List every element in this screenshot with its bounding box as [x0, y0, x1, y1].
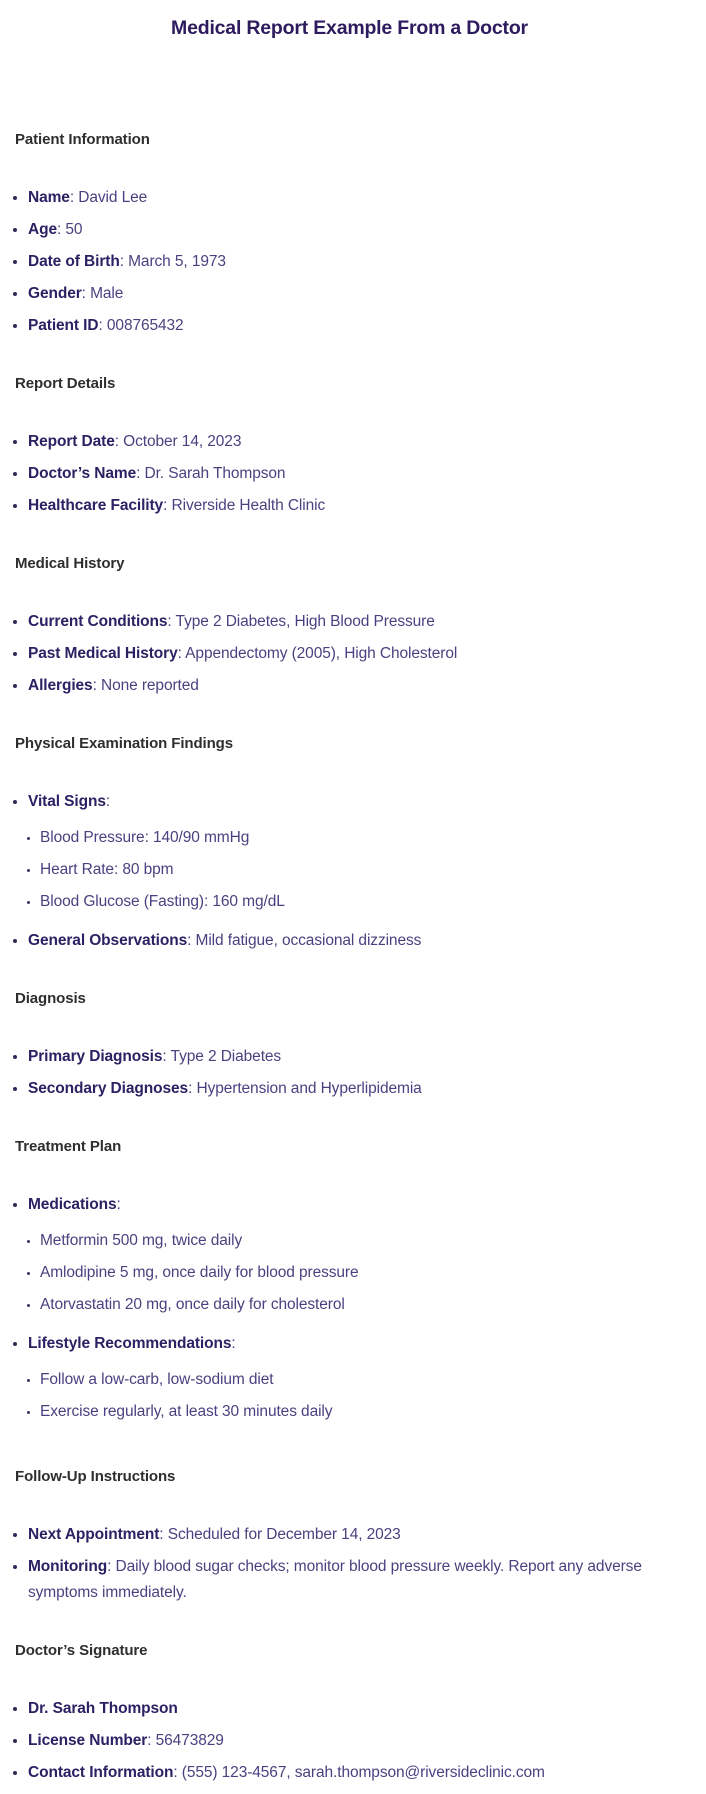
sub-item-text: Atorvastatin 20 mg, once daily for cholesterol	[40, 1296, 345, 1313]
item-text: : Hypertension and Hyperlipidemia	[188, 1080, 422, 1098]
list-item	[28, 182, 684, 214]
sub-list-item	[40, 1225, 684, 1257]
sub-list-item	[40, 1396, 684, 1428]
item-label: Vital Signs	[28, 793, 106, 811]
item-label: Primary Diagnosis	[28, 1048, 163, 1066]
item-text: :	[116, 1196, 121, 1214]
list-item	[28, 1189, 684, 1328]
item-label: Name	[28, 189, 70, 207]
report-section	[15, 734, 684, 957]
item-text: : Riverside Health Clinic	[163, 497, 326, 515]
section-heading: Report Details	[15, 375, 116, 392]
item-label: Monitoring	[28, 1558, 108, 1576]
item-label: General Observations	[28, 932, 188, 950]
list-item	[28, 1757, 684, 1789]
item-text: : 008765432	[98, 317, 184, 335]
report-sections	[15, 130, 684, 1789]
section-item-list	[15, 606, 684, 702]
item-label: Age	[28, 221, 57, 239]
sub-item-text: Blood Glucose (Fasting): 160 mg/dL	[40, 893, 285, 910]
section-heading: Diagnosis	[15, 990, 86, 1007]
report-section	[15, 374, 684, 522]
item-text: : Type 2 Diabetes	[162, 1048, 282, 1066]
item-text: :	[105, 793, 111, 811]
sub-item-text: Heart Rate: 80 bpm	[40, 861, 174, 878]
section-item-list	[15, 426, 684, 522]
report-section	[15, 989, 684, 1105]
list-item	[28, 310, 684, 342]
item-text: :	[231, 1335, 236, 1353]
item-text: : 50	[56, 221, 83, 239]
sub-list-item	[40, 822, 684, 854]
item-label: Dr. Sarah Thompson	[28, 1699, 178, 1717]
item-label: Past Medical History	[28, 645, 178, 663]
section-heading: Medical History	[15, 555, 125, 572]
item-text: : Scheduled for December 14, 2023	[159, 1526, 401, 1544]
list-item	[28, 1073, 684, 1105]
item-label: Current Conditions	[28, 613, 168, 631]
sub-item-text: Metformin 500 mg, twice daily	[40, 1232, 243, 1249]
item-text: : (555) 123-4567, sarah.thompson@riversideclinic.com	[173, 1763, 545, 1781]
report-section	[15, 130, 684, 342]
item-label: Report Date	[28, 433, 115, 451]
sub-list-item	[40, 854, 684, 886]
item-label: Patient ID	[28, 317, 99, 335]
sub-item-text: Blood Pressure: 140/90 mmHg	[40, 829, 250, 846]
item-label: Lifestyle Recommendations	[28, 1335, 232, 1353]
item-text: : 56473829	[147, 1731, 224, 1749]
item-label: Medications	[28, 1196, 117, 1214]
list-item	[28, 490, 684, 522]
section-item-list	[15, 1519, 684, 1609]
sub-list-item	[40, 886, 684, 918]
report-section	[15, 554, 684, 702]
sub-list-item	[40, 1364, 684, 1396]
list-item	[28, 278, 684, 310]
list-item	[28, 1328, 684, 1435]
item-text: : Type 2 Diabetes, High Blood Pressure	[167, 613, 435, 631]
list-item	[28, 1519, 684, 1551]
item-label: Allergies	[28, 677, 93, 695]
item-label: Doctor’s Name	[28, 465, 137, 483]
section-heading: Follow-Up Instructions	[15, 1468, 176, 1485]
list-item	[28, 786, 684, 925]
item-label: Contact Information	[28, 1763, 174, 1781]
list-item	[28, 1041, 684, 1073]
item-text: : March 5, 1973	[119, 253, 226, 271]
section-item-list	[15, 1693, 684, 1789]
section-item-list	[15, 182, 684, 342]
item-text: : Mild fatigue, occasional dizziness	[187, 932, 422, 950]
report-section	[15, 1641, 684, 1789]
list-item	[28, 606, 684, 638]
section-heading: Doctor’s Signature	[15, 1641, 148, 1659]
item-label: Next Appointment	[28, 1526, 160, 1544]
section-item-list	[15, 1189, 684, 1435]
section-heading: Physical Examination Findings	[15, 735, 233, 752]
sub-item-list	[28, 1225, 684, 1321]
item-text: : Daily blood sugar checks; monitor blood pressure weekly. Report any adverse symptoms immediately.	[28, 1558, 642, 1601]
page-title: Medical Report Example From a Doctor	[171, 17, 528, 39]
report-section	[15, 1137, 684, 1435]
list-item	[28, 214, 684, 246]
sub-item-text: Follow a low-carb, low-sodium diet	[40, 1371, 274, 1388]
list-item	[28, 426, 684, 458]
list-item	[28, 638, 684, 670]
list-item	[28, 1693, 684, 1725]
item-label: Gender	[28, 285, 82, 303]
item-text: : David Lee	[69, 189, 148, 207]
list-item	[28, 458, 684, 490]
item-label: Healthcare Facility	[28, 497, 164, 515]
list-item	[28, 1551, 684, 1609]
section-heading: Patient Information	[15, 131, 150, 148]
sub-item-text: Exercise regularly, at least 30 minutes daily	[40, 1403, 333, 1420]
item-text: : October 14, 2023	[114, 433, 242, 451]
list-item	[28, 246, 684, 278]
section-item-list	[15, 1041, 684, 1105]
section-heading: Treatment Plan	[15, 1138, 122, 1155]
list-item	[28, 1725, 684, 1757]
item-text: : Male	[81, 285, 124, 303]
section-item-list	[15, 786, 684, 957]
list-item	[28, 925, 684, 957]
report-section	[15, 1467, 684, 1609]
sub-item-list	[28, 1364, 684, 1428]
item-label: Date of Birth	[28, 253, 120, 271]
sub-item-text: Amlodipine 5 mg, once daily for blood pressure	[40, 1264, 359, 1281]
sub-list-item	[40, 1257, 684, 1289]
item-label: License Number	[28, 1731, 148, 1749]
list-item	[28, 670, 684, 702]
item-text: : Appendectomy (2005), High Cholesterol	[177, 645, 458, 663]
sub-item-list	[28, 822, 684, 918]
item-text: : None reported	[92, 677, 199, 695]
sub-list-item	[40, 1289, 684, 1321]
item-label: Secondary Diagnoses	[28, 1080, 189, 1098]
item-text: : Dr. Sarah Thompson	[136, 465, 286, 483]
